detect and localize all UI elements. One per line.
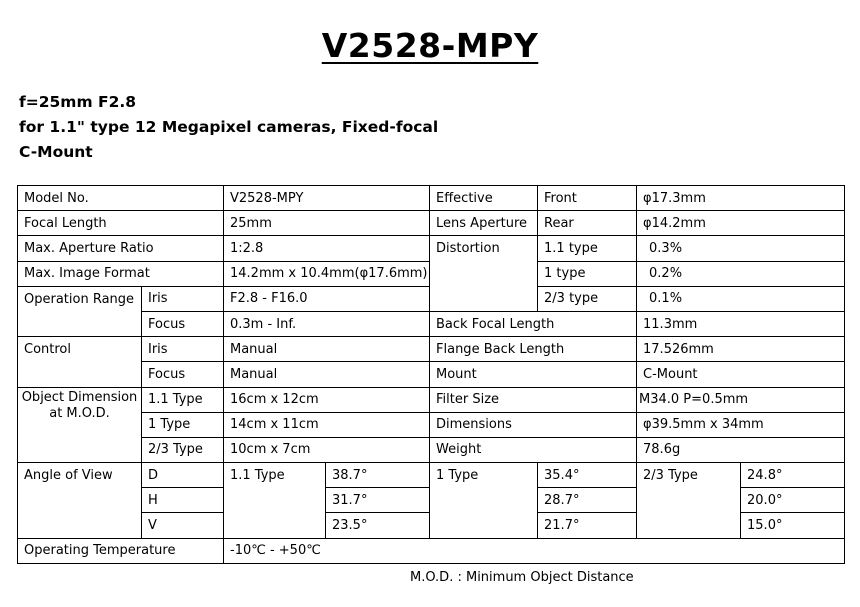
angle-value: 28.7°	[538, 488, 637, 513]
table-row	[18, 538, 845, 563]
focal-length-label: Focal Length	[18, 211, 224, 236]
distortion-value: 0.2%	[637, 261, 845, 286]
table-row	[18, 337, 845, 362]
dimensions-value: φ39.5mm x 34mm	[637, 412, 845, 437]
weight-label: Weight	[430, 437, 637, 462]
front-value: φ17.3mm	[637, 186, 845, 211]
rear-value: φ14.2mm	[637, 211, 845, 236]
control-iris-value: Manual	[224, 337, 430, 362]
spec-line-camera: for 1.1" type 12 Megapixel cameras, Fixed-focal	[19, 118, 439, 136]
weight-value: 78.6g	[637, 437, 845, 462]
mount-value: C-Mount	[637, 362, 845, 387]
distortion-label: Distortion	[430, 236, 538, 312]
operation-iris-label: Iris	[142, 286, 224, 311]
operating-temperature-label: Operating Temperature	[18, 538, 224, 563]
angle-value: 15.0°	[741, 513, 845, 538]
table-row	[18, 387, 845, 412]
max-aperture-ratio-value: 1:2.8	[224, 236, 430, 261]
footnote: M.O.D. : Minimum Object Distance	[410, 570, 634, 585]
table-row	[18, 463, 845, 488]
angle-axis: V	[142, 513, 224, 538]
filter-size-value: M34.0 P=0.5mm	[637, 387, 845, 412]
operation-iris-value: F2.8 - F16.0	[224, 286, 430, 311]
angle-group-type: 2/3 Type	[637, 463, 741, 539]
object-dimension-value: 14cm x 11cm	[224, 412, 430, 437]
control-label: Control	[18, 337, 142, 387]
angle-value: 21.7°	[538, 513, 637, 538]
table-row	[18, 311, 845, 336]
object-dimension-value: 16cm x 12cm	[224, 387, 430, 412]
angle-axis: D	[142, 463, 224, 488]
object-dimension-label: Object Dimension at M.O.D.	[18, 387, 142, 463]
model-no-value: V2528-MPY	[224, 186, 430, 211]
table-row	[18, 437, 845, 462]
object-dimension-type: 1.1 Type	[142, 387, 224, 412]
angle-group-type: 1.1 Type	[224, 463, 326, 539]
model-no-label: Model No.	[18, 186, 224, 211]
angle-value: 20.0°	[741, 488, 845, 513]
distortion-type: 2/3 type	[538, 286, 637, 311]
spec-table	[17, 185, 845, 564]
title-text: V2528-MPY	[321, 26, 539, 65]
mount-label: Mount	[430, 362, 637, 387]
effective-label: Effective	[430, 186, 538, 211]
operation-focus-label: Focus	[142, 311, 224, 336]
filter-size-label: Filter Size	[430, 387, 637, 412]
control-iris-label: Iris	[142, 337, 224, 362]
angle-value: 23.5°	[326, 513, 430, 538]
angle-value: 24.8°	[741, 463, 845, 488]
angle-value: 35.4°	[538, 463, 637, 488]
flange-back-length-value: 17.526mm	[637, 337, 845, 362]
table-row	[18, 362, 845, 387]
focal-length-value: 25mm	[224, 211, 430, 236]
object-dimension-value: 10cm x 7cm	[224, 437, 430, 462]
front-label: Front	[538, 186, 637, 211]
back-focal-length-value: 11.3mm	[637, 311, 845, 336]
back-focal-length-label: Back Focal Length	[430, 311, 637, 336]
angle-value: 31.7°	[326, 488, 430, 513]
page-title	[0, 26, 860, 65]
object-dimension-type: 1 Type	[142, 412, 224, 437]
angle-of-view-label: Angle of View	[18, 463, 142, 539]
object-dimension-type: 2/3 Type	[142, 437, 224, 462]
flange-back-length-label: Flange Back Length	[430, 337, 637, 362]
spec-line-mount: C-Mount	[19, 143, 93, 161]
dimensions-label: Dimensions	[430, 412, 637, 437]
rear-label: Rear	[538, 211, 637, 236]
table-row	[18, 236, 845, 261]
max-image-format-value: 14.2mm x 10.4mm(φ17.6mm)	[224, 261, 430, 286]
control-focus-value: Manual	[224, 362, 430, 387]
lens-aperture-label: Lens Aperture	[430, 211, 538, 236]
operation-focus-value: 0.3m - Inf.	[224, 311, 430, 336]
angle-group-type: 1 Type	[430, 463, 538, 539]
table-row	[18, 412, 845, 437]
table-row	[18, 186, 845, 211]
angle-axis: H	[142, 488, 224, 513]
operating-temperature-value: -10℃ - +50℃	[224, 538, 845, 563]
operation-range-label: Operation Range	[18, 286, 142, 336]
angle-value: 38.7°	[326, 463, 430, 488]
distortion-value: 0.3%	[637, 236, 845, 261]
spec-line-focal: f=25mm F2.8	[19, 93, 137, 111]
table-row	[18, 211, 845, 236]
max-image-format-label: Max. Image Format	[18, 261, 224, 286]
distortion-type: 1 type	[538, 261, 637, 286]
distortion-value: 0.1%	[637, 286, 845, 311]
distortion-type: 1.1 type	[538, 236, 637, 261]
control-focus-label: Focus	[142, 362, 224, 387]
max-aperture-ratio-label: Max. Aperture Ratio	[18, 236, 224, 261]
